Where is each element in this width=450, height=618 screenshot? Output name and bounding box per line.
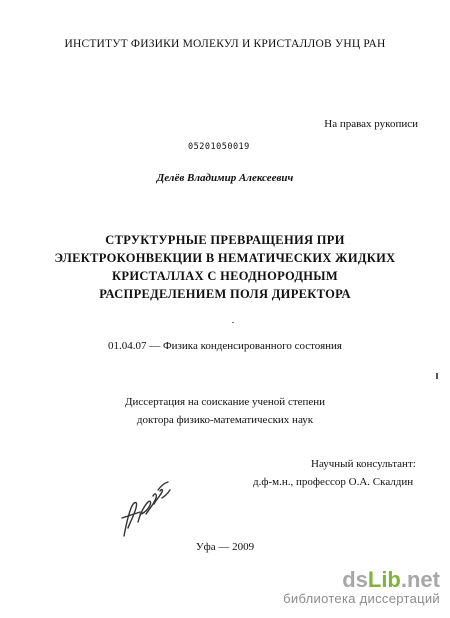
scan-mark [436, 373, 438, 379]
manuscript-rights-note: На правах рукописи [324, 118, 418, 130]
title-line: ЭЛЕКТРОКОНВЕКЦИИ В НЕМАТИЧЕСКИХ ЖИДКИХ [54, 251, 396, 265]
city-year: Уфа — 2009 [195, 541, 255, 553]
title-line: СТРУКТУРНЫЕ ПРЕВРАЩЕНИЯ ПРИ [105, 233, 345, 247]
specialty-line: 01.04.07 — Физика конденсированного состояния [107, 340, 342, 352]
title-line: РАСПРЕДЕЛЕНИЕМ ПОЛЯ ДИРЕКТОРА [99, 287, 351, 301]
author-name: Делёв Владимир Алексеевич [156, 172, 294, 184]
watermark-brand-net: .net [400, 567, 440, 592]
degree-line: Диссертация на соискание ученой степени [124, 396, 326, 408]
advisor-name: д.ф-м.н., профессор О.А. Скалдин [253, 476, 414, 488]
watermark-logo [283, 569, 440, 606]
watermark-brand-ds: ds [342, 567, 368, 592]
watermark-tagline: библиотека диссертаций [283, 591, 440, 606]
handwritten-signature [118, 478, 176, 540]
degree-line: доктора физико-математических наук [136, 414, 314, 426]
title-line: КРИСТАЛЛАХ С НЕОДНОРОДНЫМ [112, 269, 338, 283]
advisor-label: Научный консультант: [311, 458, 416, 470]
scan-speck [232, 322, 234, 323]
watermark-brand-lib: Lib [367, 567, 401, 592]
catalog-code: 05201050019 [188, 142, 250, 152]
institute-header: ИНСТИТУТ ФИЗИКИ МОЛЕКУЛ И КРИСТАЛЛОВ УНЦ РАН [64, 38, 386, 50]
dissertation-title [0, 231, 450, 303]
